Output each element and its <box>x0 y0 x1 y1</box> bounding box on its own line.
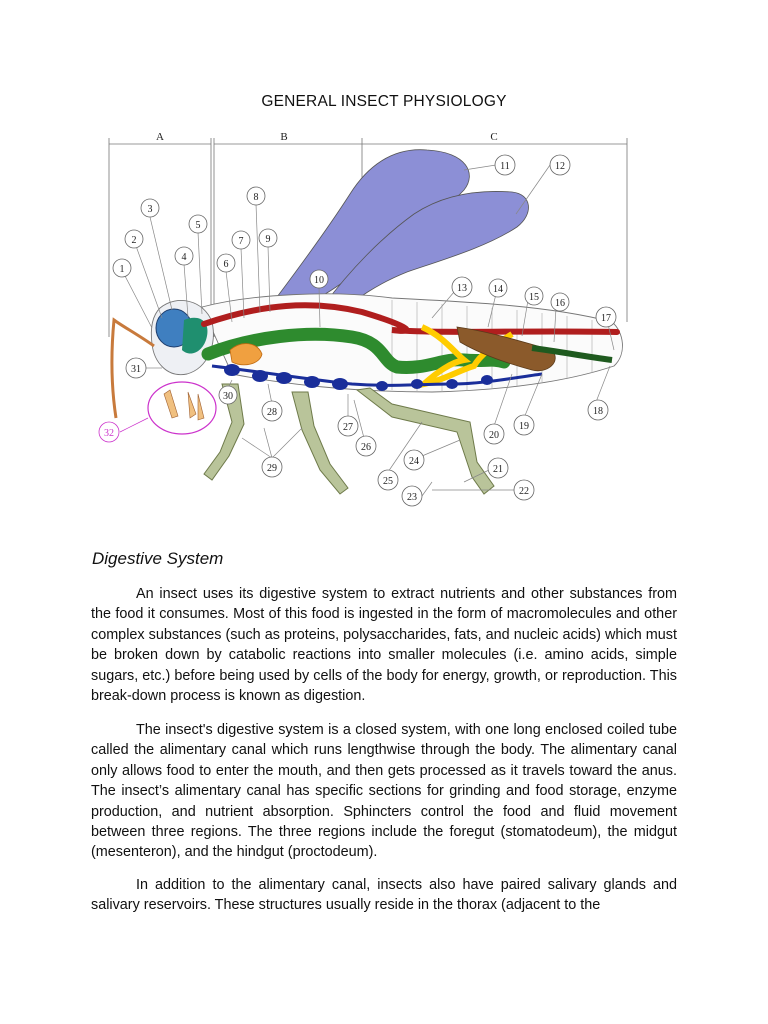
division-label-c: C <box>490 131 498 143</box>
callout-11 <box>464 155 515 175</box>
svg-text:10: 10 <box>314 275 324 286</box>
svg-text:26: 26 <box>361 442 371 453</box>
svg-text:32: 32 <box>104 428 114 439</box>
paragraph-3: In addition to the alimentary canal, insects also have paired salivary glands and salivary reservoirs. These structures usually reside in the thorax (adjacent to the <box>91 877 677 914</box>
svg-text:12: 12 <box>555 161 565 172</box>
legs <box>204 384 494 494</box>
svg-text:24: 24 <box>409 456 419 467</box>
paragraph-2: The insect's digestive system is a closed system, with one long enclosed coiled tube called the alimentary canal which runs lengthwise through the body. The alimentary canal only allows food to enter the mouth, and then gets processed as it travels toward the anus. The insect’s alimentary canal has specific sections for grinding and food storage, enzyme production, and nutrient absorption. Sphincters control the food and fluid movement between three regions. The three regions include the foregut (stomatodeum), the midgut (mesenteron), and the hindgut (proctodeum). <box>91 722 677 861</box>
callout-23 <box>402 482 432 506</box>
mouthparts-highlight <box>148 382 216 434</box>
section-heading: Digestive System <box>92 549 224 568</box>
callout-3 <box>141 199 172 310</box>
svg-text:23: 23 <box>407 492 417 503</box>
svg-text:31: 31 <box>131 364 141 375</box>
division-label-b: B <box>280 131 288 143</box>
svg-text:27: 27 <box>343 422 353 433</box>
svg-text:25: 25 <box>383 476 393 487</box>
svg-text:2: 2 <box>131 235 137 246</box>
svg-text:9: 9 <box>265 234 271 245</box>
callout-28 <box>262 384 282 421</box>
mouthparts <box>164 390 204 420</box>
svg-text:19: 19 <box>519 421 529 432</box>
svg-text:14: 14 <box>493 284 503 295</box>
callout-8 <box>247 187 265 312</box>
svg-text:1: 1 <box>119 264 125 275</box>
salivary-gland <box>230 344 262 365</box>
svg-text:30: 30 <box>223 391 233 402</box>
svg-text:18: 18 <box>593 406 603 417</box>
svg-text:20: 20 <box>489 430 499 441</box>
svg-text:15: 15 <box>529 292 539 303</box>
callout-24 <box>404 440 460 470</box>
svg-text:11: 11 <box>500 161 510 172</box>
callout-18 <box>588 366 610 420</box>
page-title: GENERAL INSECT PHYSIOLOGY <box>261 93 507 110</box>
callout-1 <box>113 259 152 328</box>
svg-text:28: 28 <box>267 407 277 418</box>
svg-text:8: 8 <box>253 192 259 203</box>
callout-32 <box>99 422 119 442</box>
svg-text:29: 29 <box>267 463 277 474</box>
svg-text:16: 16 <box>555 298 565 309</box>
svg-text:3: 3 <box>147 204 153 215</box>
callout-31 <box>126 358 162 378</box>
svg-text:21: 21 <box>493 464 503 475</box>
callout-5 <box>189 215 207 314</box>
paragraph-1: An insect uses its digestive system to extract nutrients and other substances from the food it consumes. Most of this food is ingested in the form of macromolecules and other complex substances (such as proteins, polysaccharides, fats, and nucleic acids) which must be broken down by catabolic reactions into smaller molecules (i.e. amino acids, simple sugars, etc.) before being used by cells of the body for energy, growth, or reproduction. This break-down process is known as digestion. <box>91 586 677 705</box>
svg-text:6: 6 <box>223 259 229 270</box>
insect-anatomy-diagram <box>92 122 652 514</box>
svg-text:5: 5 <box>195 220 201 231</box>
svg-text:7: 7 <box>238 236 244 247</box>
callout-27 <box>338 394 358 436</box>
callout-29 <box>242 428 302 477</box>
svg-text:17: 17 <box>601 313 611 324</box>
svg-text:4: 4 <box>181 252 187 263</box>
svg-text:13: 13 <box>457 283 467 294</box>
division-label-a: A <box>156 131 164 143</box>
svg-text:22: 22 <box>519 486 529 497</box>
